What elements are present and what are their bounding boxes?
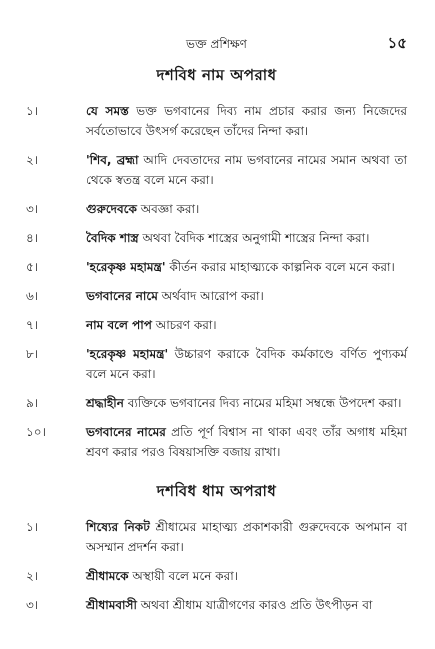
item-text	[86, 422, 407, 462]
item-lead: নাম বলে পাপ	[86, 318, 152, 332]
item-number: ৭।	[26, 318, 39, 332]
list-item	[26, 150, 407, 190]
item-body: শ্রীধামের মাহাত্ম্য প্রকাশকারী গুরুদেবকে অপমান বা অসম্মান প্রদর্শন করা।	[86, 520, 407, 554]
section-heading: দশবিধ ধাম অপরাধ	[156, 482, 277, 500]
list-item	[26, 315, 407, 335]
item-body: কীর্তন করার মাহাত্ম্যকে কাল্পনিক বলে মনে করা।	[165, 260, 395, 274]
item-text	[86, 101, 407, 141]
list-item	[26, 422, 407, 462]
item-number: ৩।	[26, 202, 39, 216]
item-text	[86, 150, 407, 190]
item-body: ব্যক্তিকে ভগবানের দিব্য নামের মহিমা সম্বন্ধে উপদেশ করা।	[123, 396, 402, 410]
page-number: ১৫	[387, 34, 407, 52]
list-item	[26, 566, 407, 586]
list-item	[26, 199, 407, 219]
item-lead: ভগবানের নামের	[86, 425, 166, 439]
item-number: ২।	[26, 153, 39, 167]
list-item	[26, 286, 407, 306]
item-text	[86, 286, 407, 306]
item-number: ৬।	[26, 289, 39, 303]
running-title: ভক্ত প্রশিক্ষণ	[186, 37, 247, 51]
list-item	[26, 101, 407, 141]
list-item	[26, 228, 407, 248]
item-number: ১।	[26, 520, 39, 534]
list-item	[26, 517, 407, 557]
item-lead: শিষ্যের নিকট	[86, 520, 150, 534]
item-number: ৯।	[26, 396, 39, 410]
item-body: আদি দেবতাদের নাম ভগবানের নামের সমান অথবা তা থেকে স্বতন্ত্র বলে মনে করা।	[86, 153, 407, 187]
item-number: ৮।	[26, 347, 39, 361]
item-lead: 'হরেকৃষ্ণ মহামন্ত্র'	[86, 260, 166, 274]
item-lead: বৈদিক শাস্ত্র	[86, 231, 139, 245]
item-body: অর্থবাদ আরোপ করা।	[157, 289, 264, 303]
item-lead: যে সমস্ত	[86, 104, 129, 118]
item-lead: শ্রীধামবাসী	[86, 598, 137, 612]
item-body: অথবা বৈদিক শাস্ত্রের অনুগামী শাস্ত্রের নিন্দা করা।	[138, 231, 370, 245]
item-lead: 'শিব, ব্রহ্মা	[86, 153, 139, 167]
item-text	[86, 199, 407, 219]
item-body: উচ্চারণ করাকে বৈদিক কর্মকাণ্ডে বর্ণিত পুণ্যকর্ম বলে মনে করা।	[86, 347, 407, 381]
item-text	[86, 344, 407, 384]
item-lead: ভগবানের নামে	[86, 289, 158, 303]
item-text	[86, 566, 407, 586]
item-text	[86, 595, 407, 615]
item-text	[86, 393, 407, 413]
item-number: ৩।	[26, 598, 39, 612]
list-item	[26, 344, 407, 384]
section-heading: দশবিধ নাম অপরাধ	[156, 66, 277, 84]
list-item	[26, 393, 407, 413]
item-body: ভক্ত ভগবানের দিব্য নাম প্রচার করার জন্য নিজেদের সর্বতোভাবে উৎসর্গ করেছেন তাঁদের নিন্দা করা।	[86, 104, 407, 138]
item-text	[86, 228, 407, 248]
item-text	[86, 315, 407, 335]
item-text	[86, 517, 407, 557]
item-body: অথবা শ্রীধাম যাত্রীগণের কারও প্রতি উৎপীড়ন বা	[136, 598, 373, 612]
item-lead: গুরুদেবকে	[86, 202, 137, 216]
list-item	[26, 257, 407, 277]
item-number: ২।	[26, 569, 39, 583]
item-body: প্রতি পূর্ণ বিশ্বাস না থাকা এবং তাঁর অগাধ মহিমা শ্রবণ করার পরও বিষয়াসক্তি বজায় রাখা।	[86, 425, 407, 459]
item-body: অবজ্ঞা করা।	[136, 202, 200, 216]
item-lead: শ্রীধামকে	[86, 569, 129, 583]
item-body: অস্থায়ী বলে মনে করা।	[128, 569, 239, 583]
list-item	[26, 595, 407, 615]
running-header	[26, 32, 407, 54]
item-text	[86, 257, 407, 277]
item-number: ১০।	[26, 425, 46, 439]
item-lead: শ্রদ্ধাহীন	[86, 396, 124, 410]
item-lead: 'হরেকৃষ্ণ মহামন্ত্র'	[86, 347, 169, 361]
section-nama-aparadh	[26, 64, 407, 462]
item-number: ৫।	[26, 260, 39, 274]
item-number: ১।	[26, 104, 39, 118]
section-dhama-aparadh	[26, 480, 407, 615]
item-number: ৪।	[26, 231, 39, 245]
item-body: আচরণ করা।	[151, 318, 217, 332]
